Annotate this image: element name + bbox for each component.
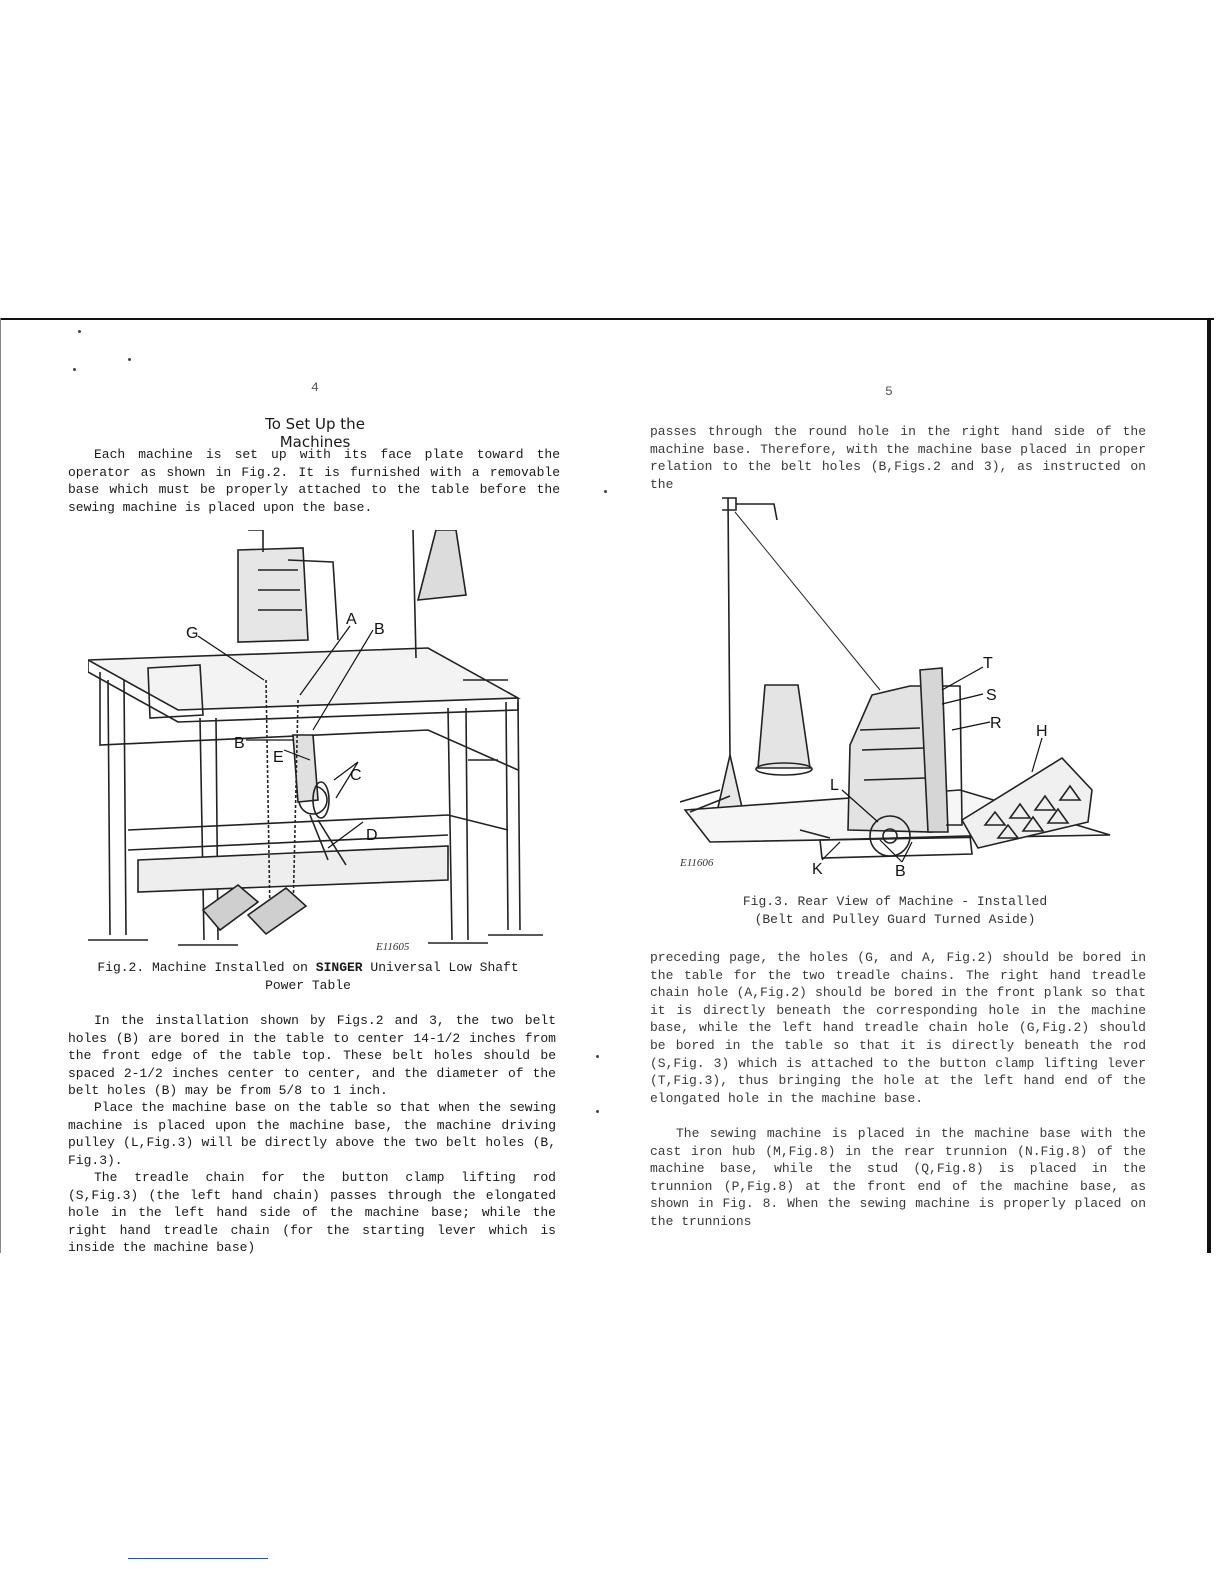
brand-name: SINGER (315, 960, 363, 975)
figure-3-label-b: B (895, 863, 906, 880)
bottom-link-rule (128, 1558, 268, 1559)
left-scan-edge (0, 318, 1, 1253)
figure-2-reference: E11605 (376, 941, 410, 953)
figure-3-label-r: R (990, 715, 1002, 732)
caption-text: Fig.3. Rear View of Machine - Installed (742, 894, 1048, 909)
figure-3-caption (660, 893, 1130, 929)
section-title: To Set Up the Machines (265, 415, 365, 451)
page-top-rule (0, 318, 1214, 320)
belt-holes-paragraph: In the installation shown by Figs.2 and 3, the two belt holes (B) are bored in the table to center 14-1/2 inches from the front edge of the table top. These belt holes should be spaced 2-1/2 inches center to center, and the diameter of the belt holes (B) may be from 5/8 to 1 inch. (68, 1013, 556, 1099)
scan-speck (78, 330, 81, 333)
scan-speck (128, 358, 131, 361)
figure-2-label-a: A (346, 611, 357, 628)
figure-3-reference: E11606 (680, 857, 714, 869)
caption-text: Fig.2. Machine Installed on (97, 960, 308, 975)
figure-2-label-d: D (366, 827, 378, 844)
figure-2-label-e: E (273, 749, 284, 766)
scan-speck (596, 1055, 599, 1058)
continued-paragraph: passes through the round hole in the right hand side of the machine base. Therefore, with the machine base placed in proper relation to the belt holes (B,Figs.2 and 3), as instructed on the (650, 424, 1146, 492)
figure-2-label-c: C (350, 767, 362, 784)
caption-text: Universal Low Shaft (370, 960, 519, 975)
figure-2-label-b-top: B (374, 621, 385, 638)
figure-3-rear-view (680, 490, 1120, 880)
scan-speck (604, 490, 607, 493)
figure-2-machine-table (88, 530, 548, 955)
figure-2-label-b-left: B (234, 735, 245, 752)
preceding-page-paragraph: preceding page, the holes (G, and A, Fig.2) should be bored in the table for the two treadle chains. The right hand treadle chain hole (A,Fig.2) should be bored in the front plank so that it is directly beneath the corresponding hole in the machine base, while the left hand treadle chain hole (G,Fig.2) should be bored in the table so that it is directly beneath the rod (S,Fig. 3) which is attached to the button clamp lifting lever (T,Fig.3), thus bringing the hole at the left hand end of the elongated hole in the machine base. (650, 950, 1146, 1106)
figure-3-label-l: L (830, 777, 839, 794)
intro-paragraph: Each machine is set up with its face plate toward the operator as shown in Fig.2. It is furnished with a removable base which must be properly attached to the table before the sewing machine is placed upon the base. (68, 447, 560, 515)
figure-3-label-t: T (983, 655, 993, 672)
page-number-left: 4 (311, 380, 319, 395)
right-scan-edge (1207, 318, 1211, 1253)
figure-2-caption (88, 959, 528, 995)
figure-3-label-s: S (986, 687, 997, 704)
figure-3-label-k: K (812, 861, 823, 878)
treadle-chain-paragraph: The treadle chain for the button clamp lifting rod (S,Fig.3) (the left hand chain) passes through the elongated hole in the left hand side of the machine base; while the right hand treadle chain (for the starting lever which is inside the machine base) (68, 1170, 556, 1256)
page-number-right: 5 (885, 384, 893, 399)
sewing-machine-paragraph: The sewing machine is placed in the machine base with the cast iron hub (M,Fig.8) in the rear trunnion (N.Fig.8) of the machine base, while the stud (Q,Fig.8) is placed in the trunnion (P,Fig.8) at the front end of the machine base, as shown in Fig. 8. When the sewing machine is properly placed on the trunnions (650, 1126, 1146, 1229)
figure-2-label-g: G (186, 625, 199, 642)
figure-3-label-h: H (1036, 723, 1048, 740)
caption-text: Power Table (265, 978, 351, 993)
scan-speck (596, 1110, 599, 1113)
scan-speck (73, 368, 76, 371)
machine-base-paragraph: Place the machine base on the table so that when the sewing machine is placed upon the machine base, the machine driving pulley (L,Fig.3) will be directly above the two belt holes (B, Fig.3). (68, 1100, 556, 1168)
caption-text: (Belt and Pulley Guard Turned Aside) (754, 912, 1036, 927)
